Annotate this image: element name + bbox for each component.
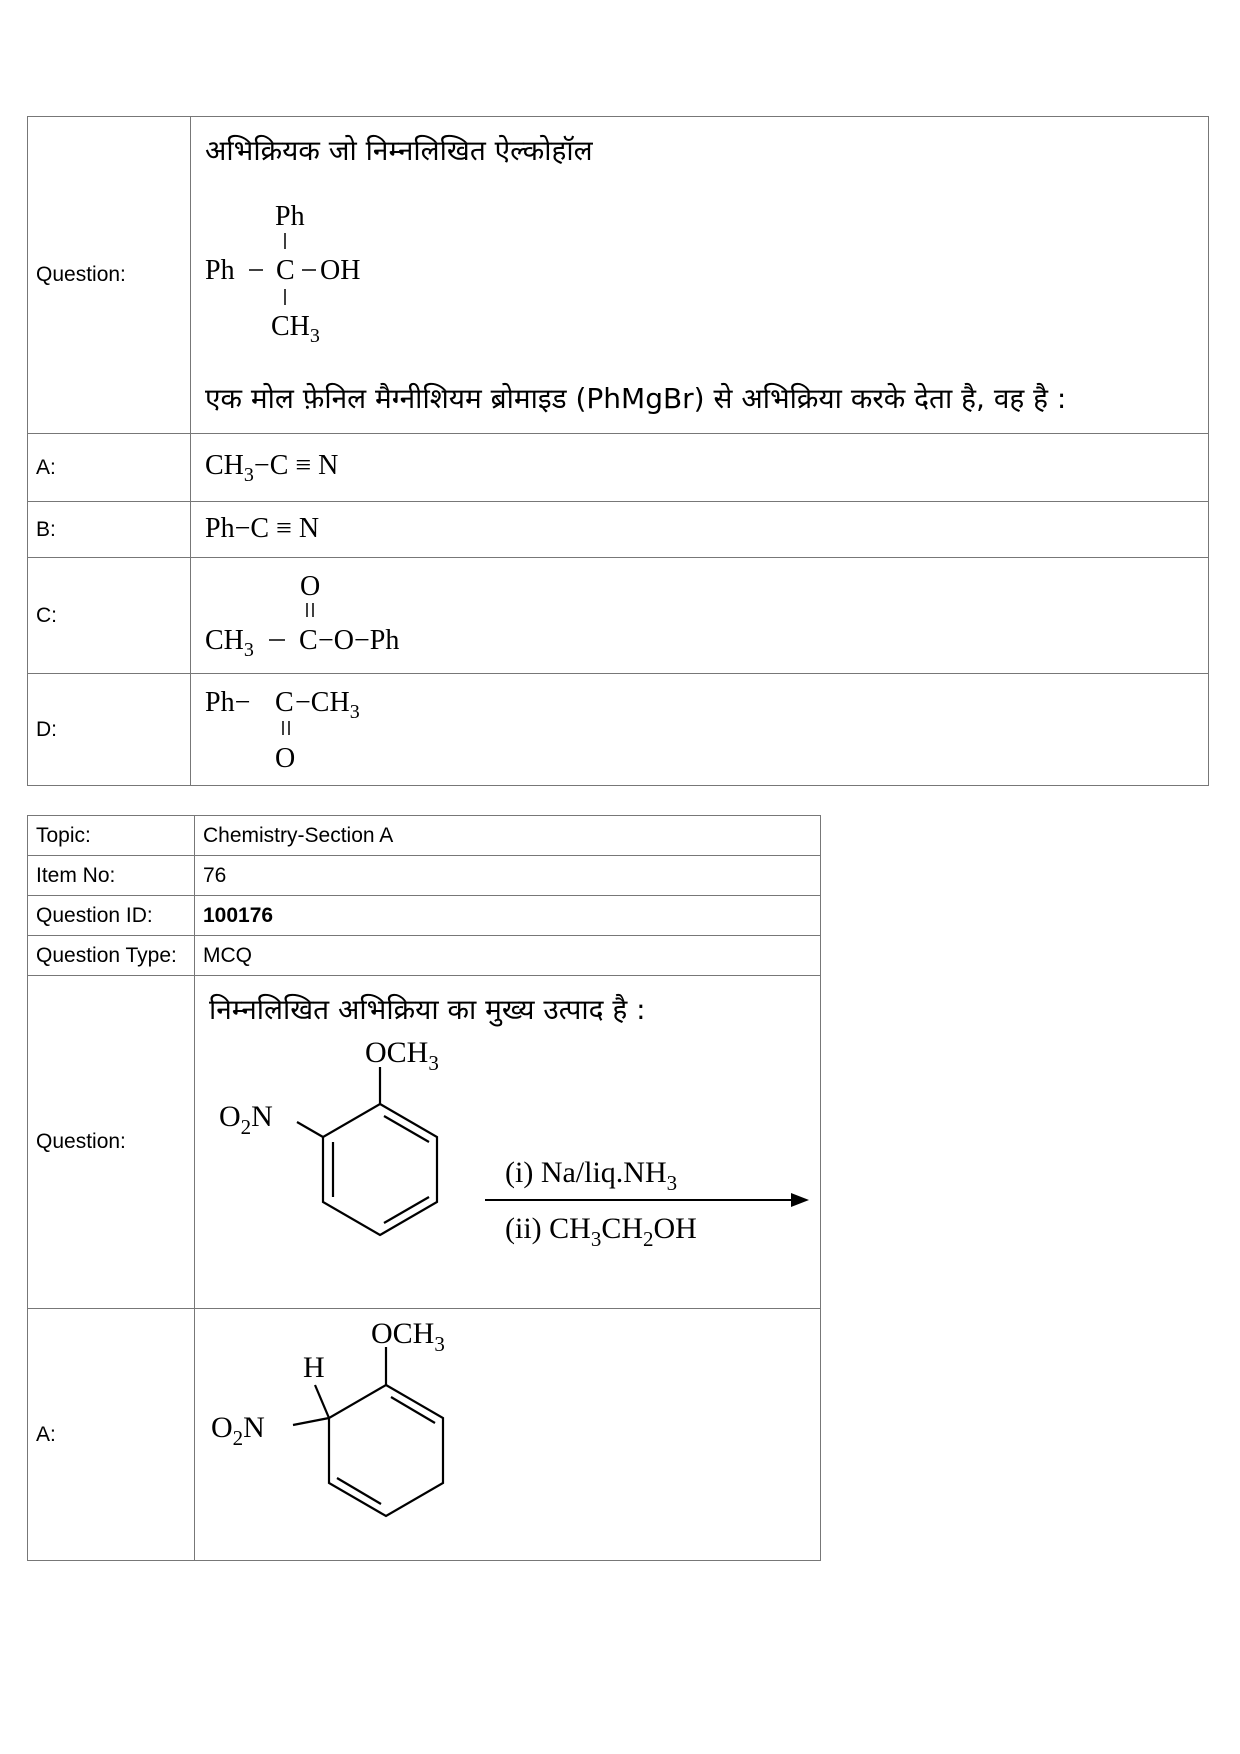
alcohol-bottom: CH bbox=[271, 311, 310, 342]
question2-text: निम्नलिखित अभिक्रिया का मुख्य उत्पाद है : bbox=[209, 993, 646, 1026]
option2-a-cell bbox=[195, 1309, 821, 1561]
svg-text:CH3: $CH_3$ bbox=[205, 625, 254, 661]
option-b-cell bbox=[191, 502, 1209, 558]
svg-text:CH3−C ≡ N: $CH_3-C \equiv N$ bbox=[205, 450, 339, 486]
topic-label: Topic: bbox=[28, 816, 195, 856]
item-no-label: Item No: bbox=[28, 856, 195, 896]
question-label: Question: bbox=[28, 117, 191, 434]
svg-text:Ph−: Ph− bbox=[205, 687, 251, 718]
question-type-label: Question Type: bbox=[28, 936, 195, 976]
question-id-label: Question ID: bbox=[28, 896, 195, 936]
question2-cell bbox=[195, 976, 821, 1309]
option-a-formula bbox=[205, 440, 465, 490]
reaction-arrow-icon bbox=[791, 1193, 809, 1207]
alcohol-top: Ph bbox=[275, 201, 305, 232]
question2-label: Question: bbox=[28, 976, 195, 1309]
svg-text:O: O bbox=[275, 743, 296, 774]
option-d-formula bbox=[205, 675, 505, 779]
option2-a-no2: $O_2N$ bbox=[211, 1411, 265, 1450]
question-table-1 bbox=[27, 116, 1209, 786]
option-d-label: D: bbox=[28, 674, 191, 786]
option2-a-och3: $OCH_3$ bbox=[371, 1317, 445, 1356]
alcohol-structure bbox=[205, 197, 465, 347]
svg-text:C: C bbox=[275, 687, 294, 718]
option-a-cell bbox=[191, 434, 1209, 502]
option-b-formula bbox=[205, 504, 465, 550]
reagent-1: (i) $Na/liq.NH_3$ bbox=[505, 1156, 678, 1195]
alcohol-center: C bbox=[276, 255, 295, 286]
alcohol-right: OH bbox=[320, 255, 361, 286]
reagent-2: (ii) $CH_3CH_2OH$ bbox=[505, 1212, 697, 1251]
svg-text:Ph−C ≡ N: Ph−C ≡ N bbox=[205, 513, 320, 544]
option-c-cell bbox=[191, 558, 1209, 674]
alcohol-left: Ph bbox=[205, 255, 235, 286]
question-table-2 bbox=[27, 815, 821, 1561]
question-cell bbox=[191, 117, 1209, 434]
question-text-line-1: अभिक्रियक जो निम्नलिखित ऐल्कोहॉल bbox=[205, 134, 593, 167]
option2-a-structure bbox=[203, 1313, 563, 1553]
option-d-cell bbox=[191, 674, 1209, 786]
option-c-label: C: bbox=[28, 558, 191, 674]
svg-text:−O−Ph: −O−Ph bbox=[318, 625, 400, 656]
svg-text:−CH3: $-CH_3$ bbox=[295, 687, 360, 723]
svg-text:C: C bbox=[299, 625, 318, 656]
reaction-scheme bbox=[205, 1042, 825, 1302]
option2-a-label: A: bbox=[28, 1309, 195, 1561]
option-c-formula bbox=[205, 561, 505, 665]
option-a-label: A: bbox=[28, 434, 191, 502]
option-b-label: B: bbox=[28, 502, 191, 558]
no2-substituent: $O_2N$ bbox=[219, 1100, 273, 1139]
question-id-value: 100176 bbox=[195, 896, 821, 936]
question-text-line-2: एक मोल फ़ेनिल मैग्नीशियम ब्रोमाइड (PhMgBr) से अभिक्रिया करके देता है, वह है : bbox=[205, 382, 1067, 415]
option2-a-h: H bbox=[303, 1351, 325, 1384]
question-type-value: MCQ bbox=[195, 936, 821, 976]
svg-text:CH3: $CH_3$ bbox=[271, 311, 320, 347]
svg-text:O: O bbox=[300, 571, 321, 602]
item-no-value: 76 bbox=[195, 856, 821, 896]
och3-substituent: $OCH_3$ bbox=[365, 1042, 439, 1075]
topic-value: Chemistry-Section A bbox=[195, 816, 821, 856]
